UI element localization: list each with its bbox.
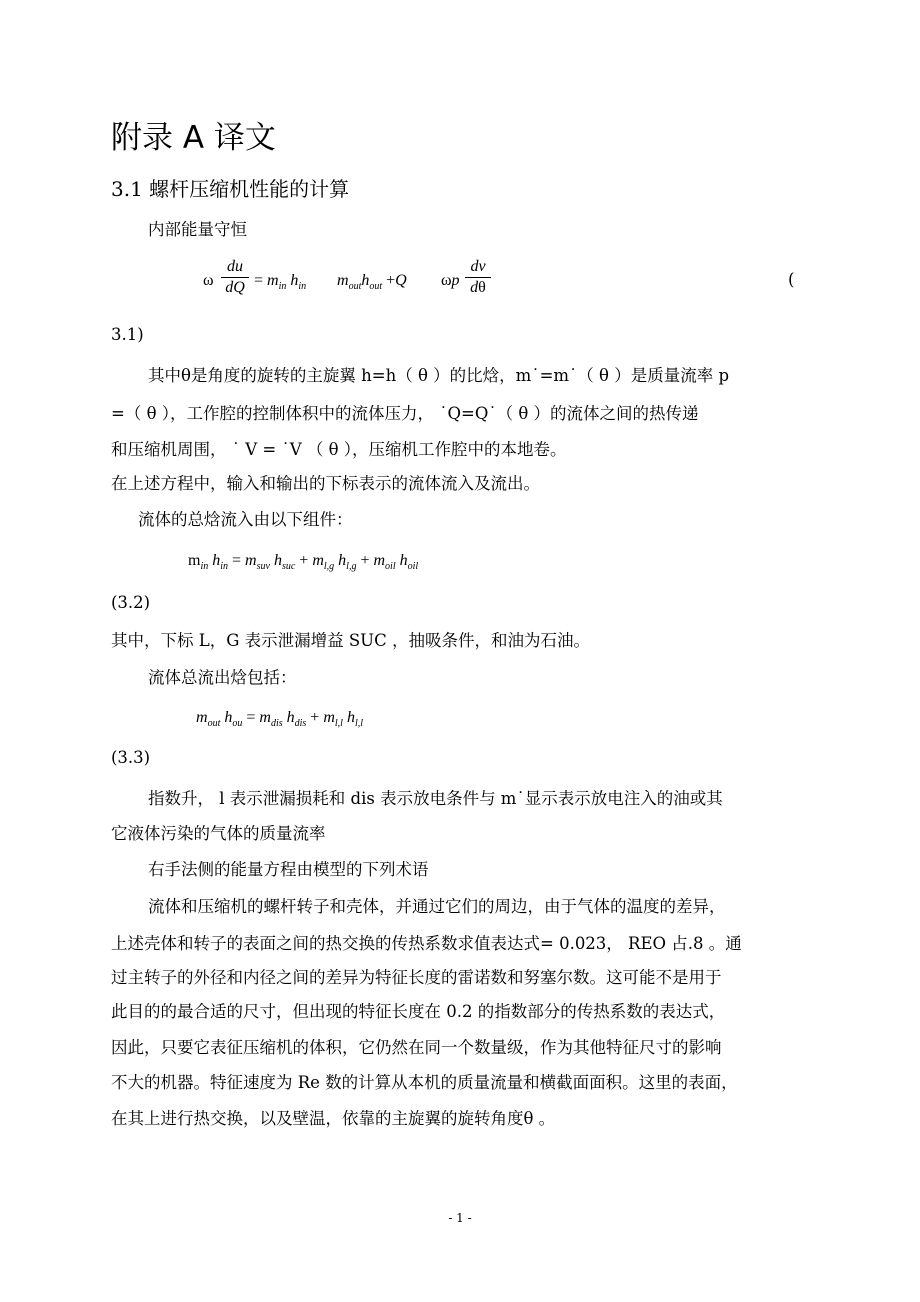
section-heading: 3.1 螺杆压缩机性能的计算 [111,177,350,201]
paragraph-line: 其中，下标 L，G 表示泄漏增益 SUC ，抽吸条件，和油为石油。 [111,631,590,650]
paragraph-line: =（ θ ），工作腔的控制体积中的流体压力， ˙Q=Q˙（ θ ）的流体之间的热传递 [111,404,699,423]
paragraph-line: 其中θ是角度的旋转的主旋翼 h=h（ θ ）的比焓，m˙=m˙（ θ ）是质量流率 p [148,366,730,385]
paragraph-line: 指数升， l 表示泄漏损耗和 dis 表示放电条件与 m˙显示表示放电注入的油或其 [148,789,723,808]
paragraph-line: 流体总流出焓包括： [148,668,297,687]
paragraph-line: 流体和压缩机的螺杆转子和壳体，并通过它们的周边，由于气体的温度的差异， [148,897,726,916]
equation-3-1: ω du dQ = $m_{in}$ $h_{in}$ $m_{out}h_{out} +Q$ ωp dv dθ [203,258,503,308]
page-number: - 1 - [448,1211,472,1225]
paragraph-line: 不大的机器。特征速度为 Re 数的计算从本机的质量流量和横截面面积。这里的表面， [111,1073,738,1092]
subheading: 内部能量守恒 [148,220,247,239]
paragraph-line: 上述壳体和转子的表面之间的热交换的传热系数求值表达式= 0.023， REO 占.8 。通 [111,934,742,953]
paragraph-line: 和压缩机周围， ˙ V = ˙V （ θ ），压缩机工作腔中的本地卷。 [111,440,567,459]
paragraph-line: 在上述方程中，输入和输出的下标表示的流体流入及流出。 [111,474,540,493]
equation-open-paren: ( [788,270,795,289]
paragraph-line: 在其上进行热交换，以及壁温，依靠的主旋翼的旋转角度θ 。 [111,1109,556,1128]
equation-number: (3.3) [111,748,151,767]
paragraph-line: 右手法侧的能量方程由模型的下列术语 [148,860,429,879]
paragraph-line: 它液体污染的气体的质量流率 [111,824,326,843]
paragraph-line: 此目的的最合适的尺寸，但出现的特征长度在 0.2 的指数部分的传热系数的表达式， [111,1002,726,1021]
equation-3-2: $m_{in}$ $h_{in} = m_{suv}$ $h_{suc} + m_{l,g}$ $h_{l,g} + m_{oil}$ $h_{oil}$ [188,552,419,573]
paragraph-line: 过主转子的外径和内径之间的差异为特征长度的雷诺数和努塞尔数。这可能不是用于 [111,968,722,987]
paragraph-line: 流体的总焓流入由以下组件： [138,510,353,529]
paragraph-line: 因此，只要它表征压缩机的体积，它仍然在同一个数量级，作为其他特征尺寸的影响 [111,1038,722,1057]
page-title: 附录 A 译文 [111,120,276,156]
equation-number: 3.1) [111,325,144,344]
equation-number: (3.2) [111,593,151,612]
equation-3-3: $m_{out}$ $h_{ou} = m_{dis}$ $h_{dis} + m_{l,l}$ $h_{l,l}$ [196,709,363,730]
